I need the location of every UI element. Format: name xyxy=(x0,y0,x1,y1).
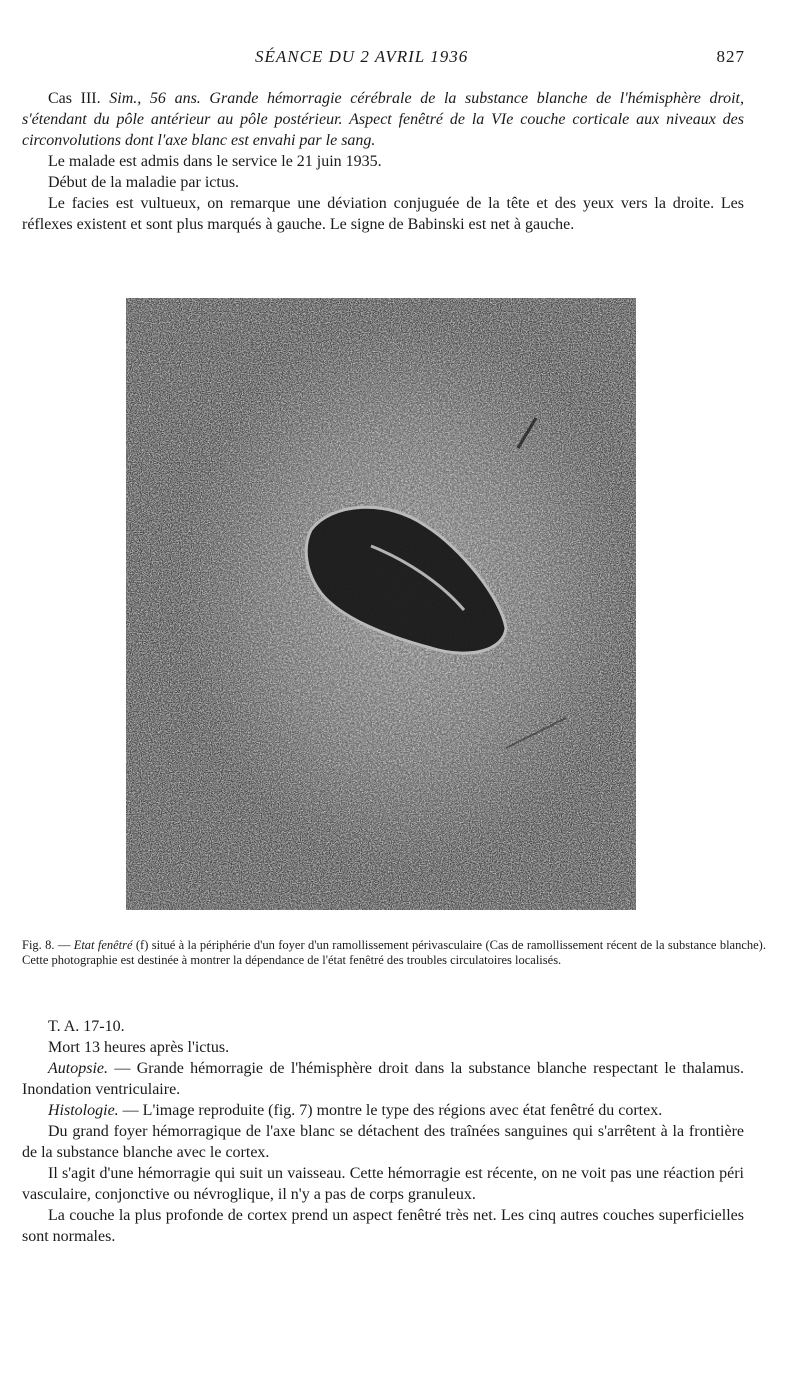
histology-text: — L'image reproduite (fig. 7) montre le type des régions avec état fenêtré du cortex. xyxy=(118,1102,663,1119)
case-paragraph: Le facies est vultueux, on remarque une déviation conjuguée de la tête et des yeux vers la droite. Les réflexes existent et sont plus marqués à gauche. Le signe de Babinski est net à gauche. xyxy=(22,195,744,233)
micrograph-image xyxy=(126,298,636,910)
body-paragraph: Du grand foyer hémorragique de l'axe blanc se détachent des traînées sanguines qui s'arrêtent à la frontière de la substance blanche avec le cortex. xyxy=(22,1123,744,1161)
histology-label: Histologie. xyxy=(48,1102,119,1119)
running-head xyxy=(255,47,745,73)
case-paragraph: Le malade est admis dans le service le 21 juin 1935. xyxy=(48,153,382,170)
case-heading-text: Sim., 56 ans. Grande hémorragie cérébrale de la substance blanche de l'hémisphère droit, s'étendant du pôle antérieur au pôle postérieur. Aspect fenêtré de la VIe couche corticale aux niveaux des circonvolutions dont l'axe blanc est envahi par le sang. xyxy=(22,90,745,149)
case-heading xyxy=(22,88,744,151)
figure-caption xyxy=(22,938,766,967)
case-section xyxy=(22,88,744,235)
autopsy-text: — Grande hémorragie de l'hémisphère droit dans la substance blanche respectant le thalamus. Inondation ventriculaire. xyxy=(22,1060,744,1098)
figure-caption-title: Etat fenêtré xyxy=(73,938,133,952)
micrograph-figure xyxy=(126,298,636,910)
body-paragraph xyxy=(22,1058,744,1100)
body-paragraph: T. A. 17-10. xyxy=(48,1018,125,1035)
figure-caption-text: (f) situé à la périphérie d'un foyer d'un ramollissement périvasculaire (Cas de ramollissement récent de la substance blanche). Cette photographie est destinée à montrer la dépendance de l'état fenêtré des troubles circulatoires localisés. xyxy=(22,938,766,967)
body-paragraph: Mort 13 heures après l'ictus. xyxy=(48,1039,230,1056)
body-paragraph: La couche la plus profonde de cortex prend un aspect fenêtré très net. Les cinq autres couches superficielles sont normales. xyxy=(22,1207,744,1245)
body-paragraph xyxy=(22,1100,744,1121)
running-head-title: SÉANCE DU 2 AVRIL 1936 xyxy=(255,47,469,66)
case-paragraph: Début de la maladie par ictus. xyxy=(48,174,240,191)
observation-section xyxy=(22,1016,744,1247)
body-paragraph: Il s'agit d'une hémorragie qui suit un vaisseau. Cette hémorragie est récente, on ne voit pas une réaction péri vasculaire, conjonctive ou névroglique, il n'y a pas de corps granuleux. xyxy=(22,1165,744,1203)
figure-number: Fig. 8. — xyxy=(22,938,74,952)
page-number: 827 xyxy=(716,47,745,66)
autopsy-label: Autopsie. xyxy=(48,1060,108,1077)
case-label: Cas III. xyxy=(48,90,110,107)
